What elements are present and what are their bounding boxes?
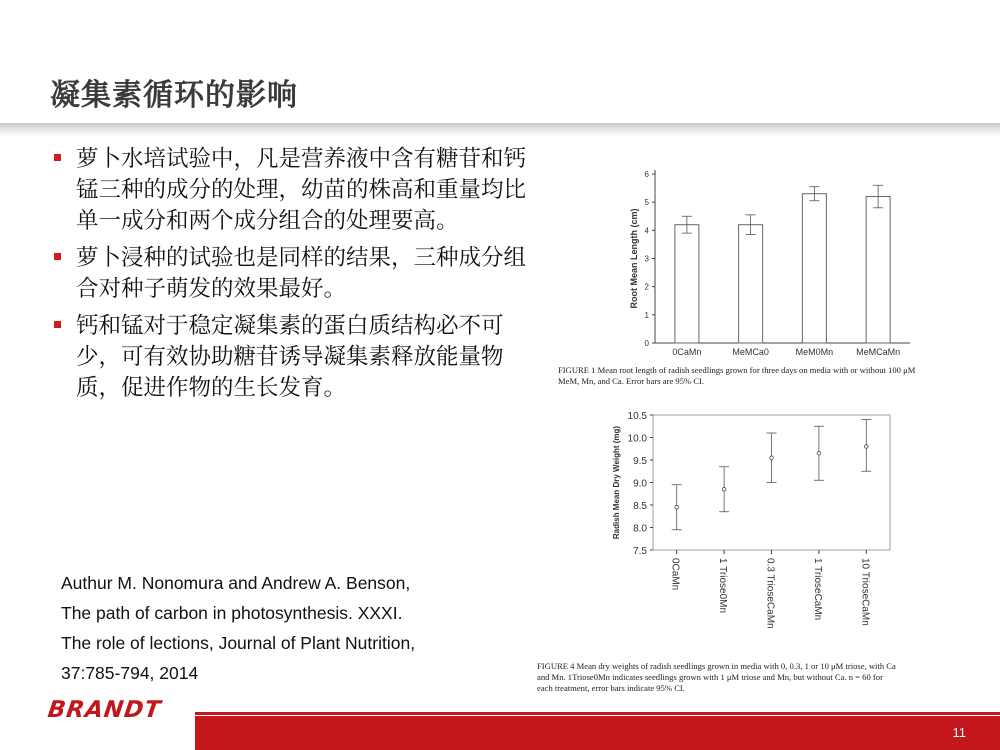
y-tick-label: 9.5 [633, 456, 647, 467]
y-tick-label: 7.5 [633, 546, 647, 557]
x-tick-label: 0CaMn [672, 347, 702, 357]
y-tick-label: 8.5 [633, 501, 647, 512]
y-tick-label: 10.5 [627, 411, 647, 422]
bar [866, 197, 890, 343]
data-point [770, 456, 774, 460]
y-axis-label: Root Mean Length (cm) [629, 208, 639, 309]
x-tick-label: 0.3 TrioseCaMn [764, 558, 776, 629]
bar [802, 194, 826, 343]
bullet-square-icon [54, 253, 61, 260]
bullet-square-icon [54, 321, 61, 328]
figure-4-caption [537, 661, 997, 694]
x-tick-label: MeMCa0 [732, 347, 769, 357]
data-point [675, 505, 679, 509]
x-tick-label: 10 TrioseCaMn [859, 558, 871, 626]
y-tick-label: 3 [644, 254, 649, 264]
figure-1-bar-chart [610, 160, 970, 360]
y-tick-label: 9.0 [633, 478, 647, 490]
y-tick-label: 4 [644, 226, 649, 236]
bullet-item [52, 144, 532, 237]
citation-line: 37:785-794, 2014 [61, 663, 199, 683]
y-tick-label: 6 [644, 170, 649, 179]
y-tick-label: 8.0 [633, 523, 647, 535]
page-number: 11 [952, 725, 966, 740]
brandt-logo: BRANDT [46, 697, 163, 723]
bullet-text: 萝卜水培试验中，凡是营养液中含有糖苷和钙锰三种的成分的处理，幼苗的株高和重量均比单一成分和两个成分组合的处理要高。 [76, 146, 527, 234]
x-tick-label: 1 TrioseCaMn [811, 558, 823, 621]
data-point [722, 487, 726, 491]
footer-accent-line [195, 712, 1000, 715]
bullet-square-icon [54, 154, 61, 161]
bullet-item [52, 243, 532, 305]
y-tick-label: 0 [644, 339, 649, 348]
bar [739, 225, 763, 343]
y-tick-label: 5 [644, 198, 649, 208]
citation-line: The role of lections, Journal of Plant Nutrition, [61, 633, 416, 653]
caption-line: FIGURE 1 Mean root length of radish seedlings grown for three days on media with or without 100 μM [558, 365, 916, 375]
x-tick-label: 0CaMn [669, 558, 681, 591]
caption-line: and Mn. 1Triose0Mn indicates seedlings grown with 1 μM triose and Mn, but without Ca. n = 60 for [537, 672, 883, 682]
slide-title: 凝集素循环的影响 [50, 78, 298, 113]
bullet-text: 钙和锰对于稳定凝集素的蛋白质结构必不可少，可有效协助糖苷诱导凝集素释放能量物质，促进作物的生长发育。 [76, 313, 504, 401]
bullet-list [52, 144, 532, 410]
caption-line: each treatment, error bars indicate 95% CI. [537, 683, 685, 693]
y-axis-label: Radish Mean Dry Weight (mg) [612, 425, 621, 540]
data-point [865, 445, 869, 449]
y-tick-label: 10.0 [627, 433, 647, 445]
figure-1-caption [558, 365, 998, 387]
caption-line: MeM, Mn, and Ca. Error bars are 95% CI. [558, 376, 705, 386]
bar [675, 225, 699, 343]
y-tick-label: 2 [644, 282, 649, 292]
title-divider [0, 123, 1000, 137]
citation [61, 568, 541, 688]
y-tick-label: 1 [644, 310, 649, 320]
x-tick-label: MeM0Mn [795, 347, 834, 357]
x-tick-label: 1 Triose0Mn [717, 558, 729, 614]
citation-line: Authur M. Nonomura and Andrew A. Benson, [61, 573, 411, 593]
caption-line: FIGURE 4 Mean dry weights of radish seedlings grown in media with 0, 0.3, 1 or 10 μM triose, with Ca [537, 661, 896, 671]
citation-line: The path of carbon in photosynthesis. XXXI. [61, 603, 403, 623]
x-tick-label: MeMCaMn [856, 347, 901, 357]
bullet-item [52, 311, 532, 404]
data-point [817, 451, 821, 455]
figure-4-scatter-chart [605, 405, 995, 655]
bullet-text: 萝卜浸种的试验也是同样的结果，三种成分组合对种子萌发的效果最好。 [76, 245, 527, 302]
